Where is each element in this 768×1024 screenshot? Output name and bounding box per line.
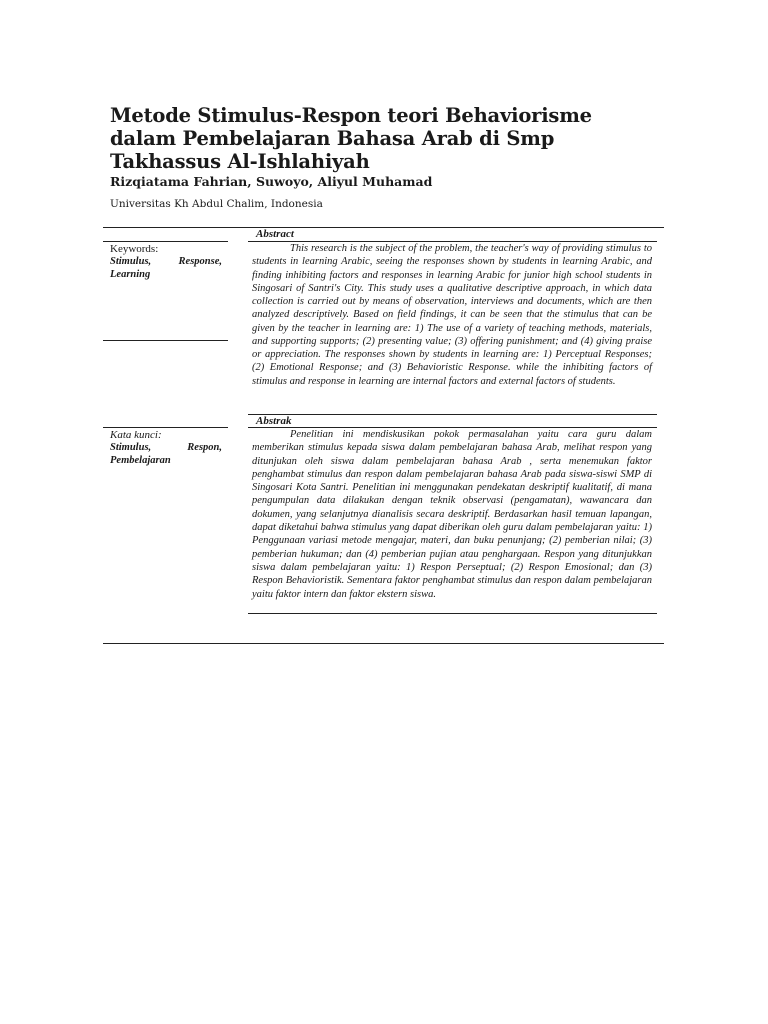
keywords-line-1: Stimulus, Response, [110,256,222,267]
keywords-top-rule [103,241,228,242]
keywords-terms [110,256,222,281]
paper-title: Metode Stimulus-Respon teori Behaviorisme dalam Pembelajaran Bahasa Arab di Smp Takhassus Al-Ishlahiyah [110,104,592,173]
abstract-text: This research is the subject of the problem, the teacher's way of providing stimulus to students in learning Arabic, seeing the responses shown by students in learning Arabic, and finding inhibiting factors and responses in learning Arabic for junior high school students in Singosari of Santri's City. This study uses a qualitative descriptive approach, in which data collection is carried out by means of observation, interviews and documents, which are then analyzed descriptively. Based on field findings, it can be seen that the stimulus that can be given by the teacher in learning are: 1) The use of a variety of teaching methods, materials, and supporting supports; (2) presenting value; (3) offering punishment; and (4) giving praise or appreciation. The responses shown by students in learning are: 1) Perceptual Responses; (2) Emotional Response; and (3) Behavioristic Response. while the inhibiting factors of stimulus and response in learning are internal factors and external factors of students. [252,243,652,387]
kata-kunci-line-2: Pembelajaran [110,454,171,466]
top-rule [103,227,664,228]
abstrak-end-rule [248,613,657,614]
keywords-bottom-rule [103,340,228,341]
keywords-line-2: Learning [110,268,151,280]
kata-kunci-line-1: Stimulus, Respon, [110,442,222,453]
bottom-rule [103,643,664,644]
keywords-label: Keywords: [110,243,159,255]
kata-kunci-top-rule [103,427,228,428]
author-list: Rizqiatama Fahrian, Suwoyo, Aliyul Muhamad [110,174,433,189]
abstrak-heading: Abstrak [256,415,292,427]
kata-kunci-label: Kata kunci: [110,429,162,441]
kata-kunci-terms [110,442,222,467]
abstract-end-rule [248,414,657,415]
affiliation: Universitas Kh Abdul Chalim, Indonesia [110,198,323,210]
abstrak-text: Penelitian ini mendiskusikan pokok permasalahan yaitu cara guru dalam memberikan stimulus kepada siswa dalam pembelajaran bahasa Arab, melihat respon yang ditunjukan oleh siswa dalam pembelajaran bahasa Arab , serta menemukan faktor penghambat stimulus dan respon dalam pembelajaran bahasa Arab pada siswa-siswi SMP di Singosari Kota Santri. Penelitian ini menggunakan pendekatan deskriptif kualitatif, di mana pengumpulan data dilakukan dengan teknik observasi (pengamatan), wawancara dan dokumen, yang selanjutnya dianalisis secara deskriptif. Berdasarkan hasil temuan lapangan, dapat diketahui bahwa stimulus yang dapat diberikan oleh guru dalam pembelajaran yaitu: 1) Penggunaan variasi metode mengajar, materi, dan buku penunjang; (2) pemberian nilai; (3) pemberian hukuman; dan (4) pemberian pujian atau penghargaan. Respon yang ditunjukkan siswa dalam pembelajaran yaitu: 1) Respon Perseptual; (2) Respon Emosional; dan (3) Respon Behavioristik. Sementara faktor penghambat stimulus dan respon dalam pembelajaran yaitu faktor intern dan faktor ekstern siswa. [252,429,652,600]
abstract-heading: Abstract [256,228,294,240]
